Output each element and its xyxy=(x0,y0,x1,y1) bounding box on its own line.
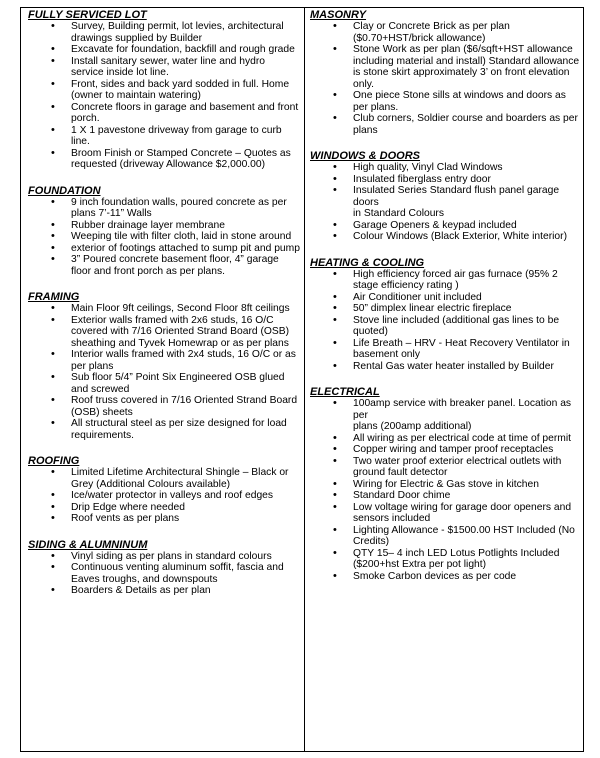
bullet-item: • Rubber drainage layer membrane xyxy=(28,220,300,232)
bullet-item: • Main Floor 9ft ceilings, Second Floor 8ft ceilings xyxy=(28,303,300,315)
bullet-item: • Low voltage wiring for garage door openers and xyxy=(310,502,582,514)
section-list xyxy=(28,467,300,525)
section-windows-doors xyxy=(310,150,582,243)
continuation-line: in Standard Colours xyxy=(353,208,445,219)
section-list xyxy=(28,197,300,278)
bullet-item: • Smoke Carbon devices as per code xyxy=(310,571,582,583)
bullet-item: • Sub floor 5/4” Point Six Engineered OSB glued and screwed xyxy=(28,372,300,395)
bullet-item: • Front, sides and back yard sodded in full. Home (owner to maintain watering) xyxy=(28,79,300,102)
bullet-item: • Install sanitary sewer, water line and hydro service inside lot line. xyxy=(28,56,300,79)
bullet-item: • Roof vents as per plans xyxy=(28,513,300,525)
bullet-item: • Interior walls framed with 2x4 studs, 16 O/C or as per plans xyxy=(28,349,300,372)
bullet-item: • Garage Openers & keypad included xyxy=(310,220,582,232)
section-foundation xyxy=(28,185,300,278)
bullet-item: • Weeping tile with filter cloth, laid in stone around xyxy=(28,231,300,243)
bullet-item: • High efficiency forced air gas furnace (95% 2 stage efficiency rating ) xyxy=(310,269,582,292)
column-divider xyxy=(304,7,305,752)
bullet-item: • Exterior walls framed with 2x6 studs, 16 O/C covered with 7/16 Oriented Strand Board (OSB) sheathing and Tyvek Homewrap or as per plans xyxy=(28,315,300,350)
section-list xyxy=(310,21,582,136)
left-column xyxy=(28,9,300,597)
continuation-line: plans (200amp additional) xyxy=(353,421,472,432)
bullet-item: • Drip Edge where needed xyxy=(28,502,300,514)
bullet-item: • Insulated fiberglass entry door xyxy=(310,174,582,186)
section-electrical xyxy=(310,386,582,582)
bullet-item: • Excavate for foundation, backfill and rough grade xyxy=(28,44,300,56)
bullet-item: • Club corners, Soldier course and boarders as per plans xyxy=(310,113,582,136)
continuation-line: Credits) xyxy=(353,536,390,547)
section-framing xyxy=(28,291,300,441)
bullet-item: • Broom Finish or Stamped Concrete – Quotes as requested (driveway Allowance $2,000.00) xyxy=(28,148,300,171)
section-masonry xyxy=(310,9,582,136)
section-title: SIDING & ALUMNINUM xyxy=(28,538,148,551)
bullet-item: • Two water proof exterior electrical outlets with ground fault detector xyxy=(310,456,582,479)
bullet-item: • All wiring as per electrical code at time of permit xyxy=(310,433,582,445)
section-fully-serviced-lot xyxy=(28,9,300,171)
section-heating-cooling xyxy=(310,257,582,373)
bullet-item: • All structural steel as per size designed for load requirements. xyxy=(28,418,300,441)
bullet-item: • Concrete floors in garage and basement and front porch. xyxy=(28,102,300,125)
bullet-item: • 3” Poured concrete basement floor, 4” garage floor and front porch as per plans. xyxy=(28,254,300,277)
bullet-item: • Standard Door chime xyxy=(310,490,582,502)
bullet-item: • Ice/water protector in valleys and roof edges xyxy=(28,490,300,502)
bullet-item: • One piece Stone sills at windows and doors as per plans. xyxy=(310,90,582,113)
bullet-item: • Lighting Allowance - $1500.00 HST Included (No xyxy=(310,525,582,537)
bullet-item: • Life Breath – HRV - Heat Recovery Ventilator in xyxy=(310,338,582,350)
section-list xyxy=(310,162,582,243)
section-title: ROOFING xyxy=(28,455,80,467)
bullet-item: • Wiring for Electric & Gas stove in kitchen xyxy=(310,479,582,491)
bullet-item: • Copper wiring and tamper proof receptacles xyxy=(310,444,582,456)
section-list xyxy=(28,303,300,441)
section-title: FOUNDATION xyxy=(28,184,101,197)
bullet-item: • Limited Lifetime Architectural Shingle – Black or Grey (Additional Colours available) xyxy=(28,467,300,490)
bullet-item: • exterior of footings attached to sump pit and pump xyxy=(28,243,300,255)
section-roofing xyxy=(28,455,300,525)
bullet-item: • 100amp service with breaker panel. Location as per xyxy=(310,398,582,421)
section-title: MASONRY xyxy=(310,9,367,21)
bullet-item: • Insulated Series Standard flush panel garage doors xyxy=(310,185,582,208)
section-list xyxy=(310,398,582,582)
bullet-item: • Clay or Concrete Brick as per plan ($0.70+HST/brick allowance) xyxy=(310,21,582,44)
right-column xyxy=(310,9,582,582)
section-title: FULLY SERVICED LOT xyxy=(28,9,147,21)
continuation-line: basement only xyxy=(353,349,420,360)
bullet-item: • Air Conditioner unit included xyxy=(310,292,582,304)
section-title: ELECTRICAL xyxy=(310,386,380,398)
section-title: HEATING & COOLING xyxy=(310,256,425,269)
section-siding-alumninum xyxy=(28,539,300,597)
bullet-item: • Roof truss covered in 7/16 Oriented Strand Board (OSB) sheets xyxy=(28,395,300,418)
bullet-item: • Continuous venting aluminum soffit, fascia and Eaves troughs, and downspouts xyxy=(28,562,300,585)
bullet-item: • Colour Windows (Black Exterior, White interior) xyxy=(310,231,582,243)
continuation-line: sensors included xyxy=(353,513,431,524)
section-title: WINDOWS & DOORS xyxy=(310,150,420,162)
section-title: FRAMING xyxy=(28,291,80,303)
bullet-item: • 50” dimplex linear electric fireplace xyxy=(310,303,582,315)
bullet-item: • Stove line included (additional gas lines to be quoted) xyxy=(310,315,582,338)
section-list xyxy=(28,21,300,171)
bullet-item: • Survey, Building permit, lot levies, architectural drawings supplied by Builder xyxy=(28,21,300,44)
bullet-item: • High quality, Vinyl Clad Windows xyxy=(310,162,582,174)
bullet-item: • 1 X 1 pavestone driveway from garage to curb line. xyxy=(28,125,300,148)
bullet-item: • Rental Gas water heater installed by Builder xyxy=(310,361,582,373)
bullet-item: • Vinyl siding as per plans in standard colours xyxy=(28,551,300,563)
bullet-item: • 9 inch foundation walls, poured concrete as per plans 7’-11” Walls xyxy=(28,197,300,220)
bullet-item: • Stone Work as per plan ($6/sqft+HST allowance including material and install) Standard allowance is stone skirt approximately 3’ on front elevation only. xyxy=(310,44,582,90)
section-list xyxy=(310,269,582,373)
bullet-item: • Boarders & Details as per plan xyxy=(28,585,300,597)
section-list xyxy=(28,551,300,597)
bullet-item: • QTY 15– 4 inch LED Lotus Potlights Included ($200+hst Extra per pot light) xyxy=(310,548,582,571)
